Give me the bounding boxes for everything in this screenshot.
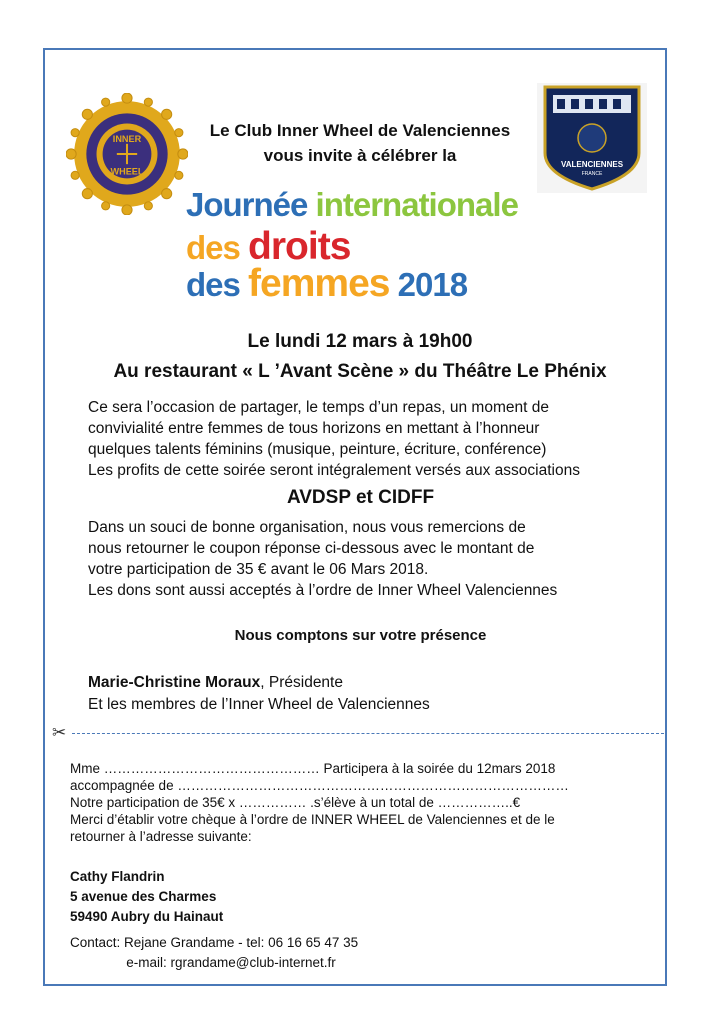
paragraph1-line3: quelques talents féminins (musique, peinture, écriture, conférence): [88, 441, 547, 458]
title-line3: [186, 262, 467, 306]
title-word-internationale: internationale: [315, 186, 518, 223]
paragraph2-line4: Les dons sont aussi acceptés à l’ordre de Inner Wheel Valenciennes: [88, 582, 558, 599]
title-word-femmes: femmes: [248, 262, 390, 305]
paragraph-organisation: [88, 517, 633, 601]
event-info: [70, 327, 650, 387]
president-role: , Présidente: [260, 674, 343, 691]
signature-line: [88, 672, 430, 694]
paragraph2-line2: nous retourner le coupon réponse ci-dessous avec le montant de: [88, 540, 535, 557]
paragraph-invitation: [88, 397, 633, 481]
event-place: Au restaurant « L ’Avant Scène » du Théâtre Le Phénix: [113, 361, 607, 382]
paragraph1-line4: Les profits de cette soirée seront intégralement versés aux associations: [88, 462, 580, 479]
contact-phone: Contact: Rejane Grandame - tel: 06 16 65 47 35: [70, 935, 359, 950]
address-city: 59490 Aubry du Hainaut: [70, 909, 224, 924]
paragraph1-line1: Ce sera l’occasion de partager, le temps d’un repas, un moment de: [88, 399, 549, 416]
return-address: [70, 867, 223, 927]
scissors-icon: ✂: [52, 723, 67, 742]
coupon-line2: accompagnée de ……………………………………………………………………………: [70, 778, 569, 793]
cut-line: [72, 733, 664, 734]
associations-heading: AVDSP et CIDFF: [286, 487, 435, 508]
address-name: Cathy Flandrin: [70, 869, 165, 884]
pennant-subtext: FRANCE: [581, 171, 603, 177]
club-header: [150, 118, 570, 168]
address-street: 5 avenue des Charmes: [70, 889, 217, 904]
coupon-line3: Notre participation de 35€ x …………… .s’élève à un total de ……………..€: [70, 795, 521, 810]
club-header-line1: Le Club Inner Wheel de Valenciennes: [209, 121, 511, 140]
contact-block: [70, 933, 358, 973]
president-name: Marie-Christine Moraux: [88, 674, 261, 691]
members-line: Et les membres de l’Inner Wheel de Valenciennes: [88, 696, 430, 713]
title-word-journee: Journée: [186, 186, 308, 223]
contact-email: e-mail: rgrandame@club-internet.fr: [70, 955, 336, 970]
pennant-text: VALENCIENNES: [560, 160, 624, 169]
title-line1: [186, 186, 518, 224]
paragraph1-line2: convivialité entre femmes de tous horizons en mettant à l’honneur: [88, 420, 540, 437]
coupon-line1: Mme ………………………………………… Participera à la soirée du 12mars 2018: [70, 761, 556, 776]
title-word-des-2: des: [186, 266, 240, 303]
club-header-line2: vous invite à célébrer la: [263, 146, 457, 165]
closing-line: Nous comptons sur votre présence: [234, 627, 487, 644]
paragraph2-line1: Dans un souci de bonne organisation, nous vous remercions de: [88, 519, 526, 536]
logo-text-bottom: WHEEL: [110, 166, 144, 177]
title-word-2018: 2018: [397, 266, 468, 303]
signature-block: [88, 672, 430, 716]
paragraph2-line3: votre participation de 35 € avant le 06 Mars 2018.: [88, 561, 429, 578]
logo-text-top: INNER: [112, 133, 142, 144]
title-word-droits: droits: [248, 225, 351, 268]
coupon-line4: Merci d’établir votre chèque à l’ordre de INNER WHEEL de Valenciennes et de le: [70, 812, 555, 827]
event-date: Le lundi 12 mars à 19h00: [247, 331, 473, 352]
title-word-des-1: des: [186, 229, 240, 266]
reply-coupon: [70, 760, 590, 845]
coupon-line5: retourner à l’adresse suivante:: [70, 829, 252, 844]
